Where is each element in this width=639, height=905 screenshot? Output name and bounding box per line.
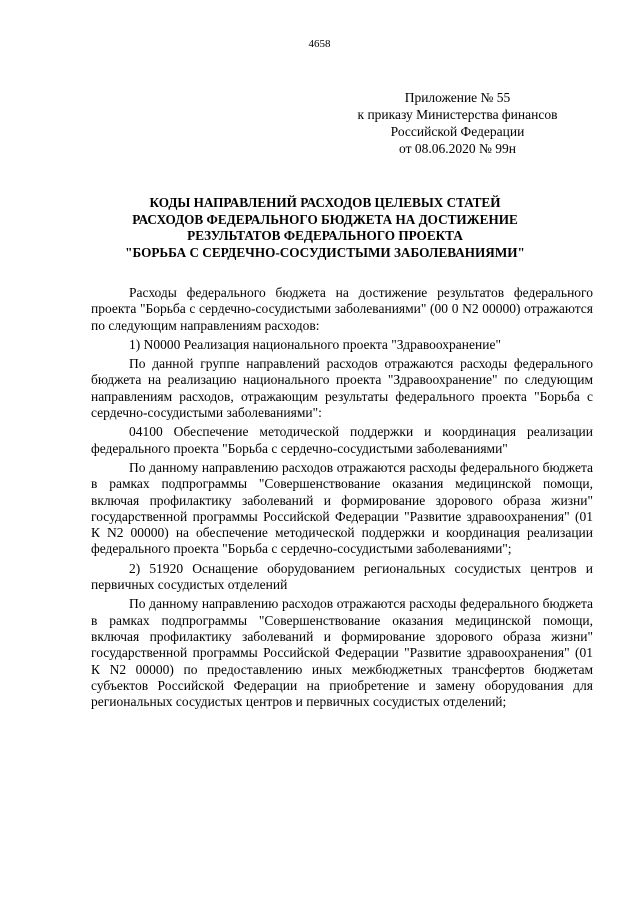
paragraph-item-2-heading: 2) 51920 Оснащение оборудованием региональных сосудистых центров и первичных сосудистых отделений [91, 560, 593, 593]
appendix-line-2: к приказу Министерства финансов [357, 107, 558, 122]
paragraph-code-04100: 04100 Обеспечение методической поддержки и координация реализации федерального проекта "Борьба с сердечно-сосудистыми заболеваниями" [91, 424, 593, 456]
page-number: 4658 [308, 38, 331, 50]
paragraph-intro: Расходы федерального бюджета на достижение результатов федерального проекта "Борьба с сердечно-сосудистыми заболеваниями" (00 0 N2 00000) отражаются по следующим направлениям расходов: [91, 285, 593, 333]
title-line-3: РЕЗУЛЬТАТОВ ФЕДЕРАЛЬНОГО ПРОЕКТА [187, 228, 463, 243]
document-body [91, 285, 593, 713]
appendix-line-4: от 08.06.2020 № 99н [399, 141, 516, 156]
appendix-line-1: Приложение № 55 [404, 90, 511, 105]
title-line-1: КОДЫ НАПРАВЛЕНИЙ РАСХОДОВ ЦЕЛЕВЫХ СТАТЕЙ [149, 195, 501, 210]
title-line-2: РАСХОДОВ ФЕДЕРАЛЬНОГО БЮДЖЕТА НА ДОСТИЖЕНИЕ [132, 211, 518, 227]
paragraph-item-1-heading: 1) N0000 Реализация национального проекта "Здравоохранение" [129, 336, 501, 352]
paragraph-item-1-description: По данной группе направлений расходов отражаются расходы федерального бюджета на реализацию национального проекта "Здравоохранение" по следующим направлениям расходов, отражающим результаты федерального проекта "Борьба с сердечно-сосудистыми заболеваниями": [91, 356, 593, 421]
document-title [60, 195, 590, 261]
paragraph-item-2-description: По данному направлению расходов отражаются расходы федерального бюджета в рамках подпрограммы "Совершенствование оказания медицинской помощи, включая профилактику заболеваний и формирование здорового образа жизни" государственной программы Российской Федерации "Развитие здравоохранения" (01 К N2 00000) по предоставлению иных межбюджетных трансфертов бюджетам субъектов Российской Федерации на приобретение и замену оборудования для региональных сосудистых центров и первичных сосудистых отделений; [91, 596, 593, 710]
appendix-line-3: Российской Федерации [390, 124, 525, 139]
paragraph-code-04100-description: По данному направлению расходов отражаются расходы федерального бюджета в рамках подпрограммы "Совершенствование оказания медицинской помощи, включая профилактику заболеваний и формирование здорового образа жизни" государственной программы Российской Федерации "Развитие здравоохранения" (01 К N2 00000) на обеспечение методической поддержки и координация реализации федерального проекта "Борьба с сердечно-сосудистыми заболеваниями"; [91, 459, 593, 557]
title-line-4: "БОРЬБА С СЕРДЕЧНО-СОСУДИСТЫМИ ЗАБОЛЕВАНИЯМИ" [125, 244, 525, 260]
appendix-block [330, 89, 585, 157]
